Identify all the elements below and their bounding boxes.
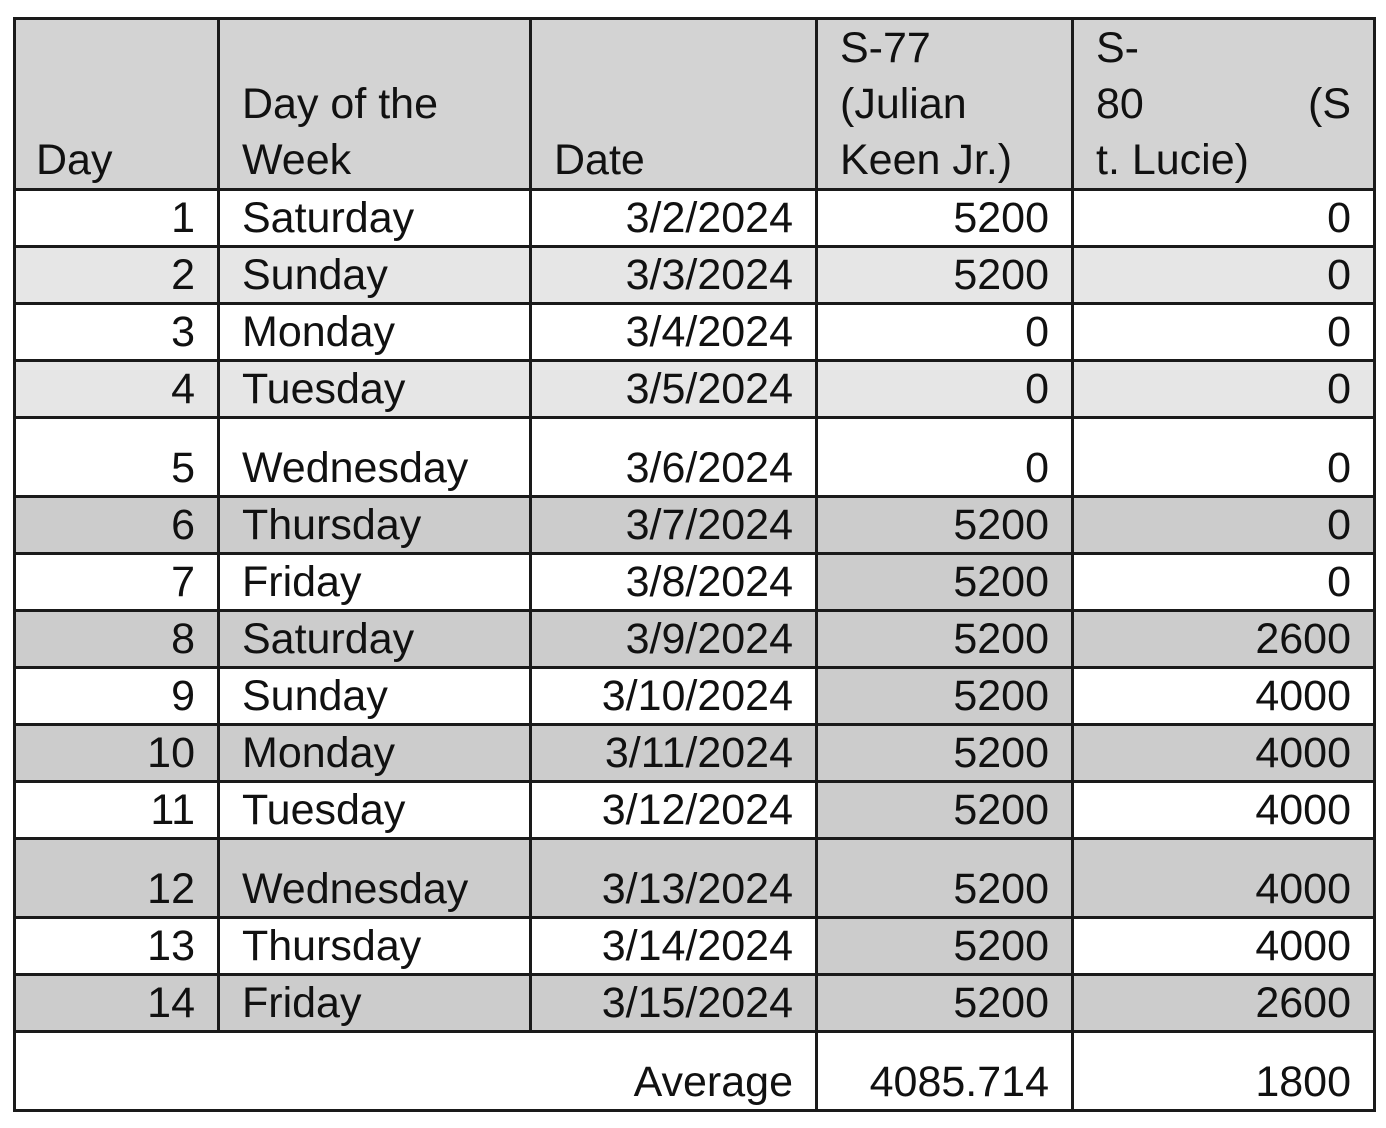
- cell-weekday: Sunday: [219, 668, 531, 725]
- cell-weekday: Wednesday: [219, 418, 531, 497]
- header-s80-line2: [1096, 76, 1351, 132]
- table-row: [15, 782, 1375, 839]
- table-row: [15, 190, 1375, 247]
- cell-weekday: Monday: [219, 725, 531, 782]
- cell-date: 3/8/2024: [531, 554, 817, 611]
- cell-weekday: Saturday: [219, 190, 531, 247]
- cell-s80: 4000: [1073, 668, 1375, 725]
- cell-date: 3/7/2024: [531, 497, 817, 554]
- cell-day: 14: [15, 975, 219, 1032]
- table-row: [15, 668, 1375, 725]
- cell-day: 10: [15, 725, 219, 782]
- cell-s77: 5200: [817, 839, 1073, 918]
- cell-s80: 0: [1073, 304, 1375, 361]
- table-row: [15, 975, 1375, 1032]
- average-s80: 1800: [1073, 1032, 1375, 1111]
- cell-day: 8: [15, 611, 219, 668]
- cell-day: 13: [15, 918, 219, 975]
- cell-weekday: Tuesday: [219, 361, 531, 418]
- header-s80-line2b: (S: [1308, 80, 1351, 128]
- cell-day: 5: [15, 418, 219, 497]
- header-day-of-week: Day of the Week: [219, 19, 531, 190]
- cell-s77: 5200: [817, 782, 1073, 839]
- cell-weekday: Friday: [219, 554, 531, 611]
- cell-day: 9: [15, 668, 219, 725]
- average-row-blank: [15, 1032, 531, 1111]
- cell-date: 3/12/2024: [531, 782, 817, 839]
- header-s80-line2a: 80: [1096, 80, 1144, 128]
- cell-day: 3: [15, 304, 219, 361]
- cell-s77: 5200: [817, 554, 1073, 611]
- cell-s77: 5200: [817, 725, 1073, 782]
- cell-date: 3/2/2024: [531, 190, 817, 247]
- table-row: [15, 361, 1375, 418]
- cell-s77: 0: [817, 361, 1073, 418]
- cell-s77: 5200: [817, 611, 1073, 668]
- header-s80-line1: S-: [1096, 24, 1139, 72]
- average-label: Average: [531, 1032, 817, 1111]
- cell-weekday: Saturday: [219, 611, 531, 668]
- cell-date: 3/5/2024: [531, 361, 817, 418]
- cell-s80: 4000: [1073, 839, 1375, 918]
- cell-date: 3/4/2024: [531, 304, 817, 361]
- average-s77: 4085.714: [817, 1032, 1073, 1111]
- cell-s80: 0: [1073, 247, 1375, 304]
- table-header-row: [15, 19, 1375, 190]
- cell-date: 3/6/2024: [531, 418, 817, 497]
- table-row: [15, 247, 1375, 304]
- cell-weekday: Thursday: [219, 497, 531, 554]
- cell-weekday: Monday: [219, 304, 531, 361]
- table-row: [15, 497, 1375, 554]
- cell-s77: 0: [817, 304, 1073, 361]
- cell-weekday: Friday: [219, 975, 531, 1032]
- cell-date: 3/3/2024: [531, 247, 817, 304]
- cell-date: 3/11/2024: [531, 725, 817, 782]
- cell-s80: 0: [1073, 361, 1375, 418]
- cell-weekday: Thursday: [219, 918, 531, 975]
- cell-date: 3/13/2024: [531, 839, 817, 918]
- table-row: [15, 304, 1375, 361]
- header-day: Day: [15, 19, 219, 190]
- cell-s80: 2600: [1073, 975, 1375, 1032]
- cell-s80: 4000: [1073, 782, 1375, 839]
- cell-weekday: Wednesday: [219, 839, 531, 918]
- table-row: [15, 839, 1375, 918]
- cell-s80: 4000: [1073, 725, 1375, 782]
- cell-date: 3/10/2024: [531, 668, 817, 725]
- cell-weekday: Tuesday: [219, 782, 531, 839]
- header-s80-line3: t. Lucie): [1096, 136, 1249, 184]
- average-row: [15, 1032, 1375, 1111]
- cell-date: 3/9/2024: [531, 611, 817, 668]
- table-row: [15, 918, 1375, 975]
- cell-s77: 5200: [817, 668, 1073, 725]
- table-row: [15, 554, 1375, 611]
- cell-date: 3/15/2024: [531, 975, 817, 1032]
- cell-s77: 0: [817, 418, 1073, 497]
- cell-s77: 5200: [817, 975, 1073, 1032]
- cell-s80: 2600: [1073, 611, 1375, 668]
- header-s80: [1073, 19, 1375, 190]
- cell-date: 3/14/2024: [531, 918, 817, 975]
- table-row: [15, 418, 1375, 497]
- table-row: [15, 725, 1375, 782]
- cell-day: 1: [15, 190, 219, 247]
- header-s77: S-77 (Julian Keen Jr.): [817, 19, 1073, 190]
- header-date: Date: [531, 19, 817, 190]
- table-row: [15, 611, 1375, 668]
- cell-day: 11: [15, 782, 219, 839]
- cell-day: 4: [15, 361, 219, 418]
- cell-s80: 0: [1073, 554, 1375, 611]
- cell-s80: 0: [1073, 190, 1375, 247]
- cell-s80: 0: [1073, 497, 1375, 554]
- cell-day: 2: [15, 247, 219, 304]
- cell-s80: 0: [1073, 418, 1375, 497]
- cell-day: 7: [15, 554, 219, 611]
- cell-s77: 5200: [817, 190, 1073, 247]
- cell-day: 12: [15, 839, 219, 918]
- cell-s77: 5200: [817, 918, 1073, 975]
- cell-weekday: Sunday: [219, 247, 531, 304]
- discharge-schedule-table: [13, 17, 1376, 1112]
- cell-s77: 5200: [817, 247, 1073, 304]
- cell-s80: 4000: [1073, 918, 1375, 975]
- cell-s77: 5200: [817, 497, 1073, 554]
- cell-day: 6: [15, 497, 219, 554]
